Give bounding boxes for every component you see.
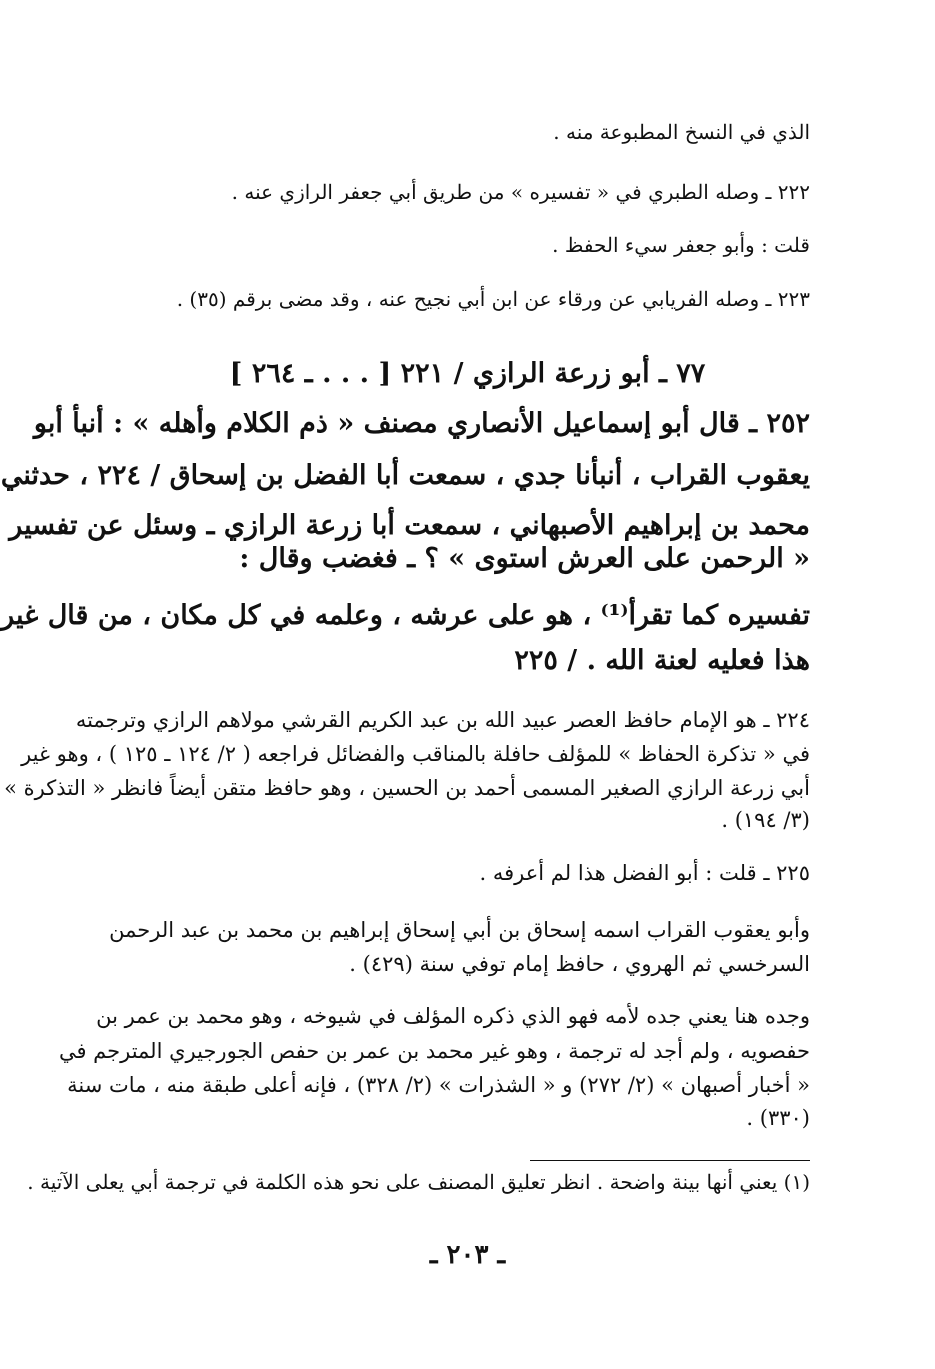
note-line-5: ٢٢٥ ـ قلت : أبو الفضل هذا لم أعرفه .	[479, 861, 810, 885]
text-line-2: ٢٢٢ ـ وصله الطبري في « تفسيره » من طريق أبي جعفر الرازي عنه .	[231, 180, 810, 204]
note-line-9: حفصويه ، ولم أجد له ترجمة ، وهو غير محمد بن عمر بن حفص الجورجيري المترجم في	[58, 1039, 810, 1063]
entry-line-1: ٢٥٢ ـ قال أبو إسماعيل الأنصاري مصنف « ذم الكلام وأهله » : أنبأ أبو	[33, 408, 810, 439]
entry-line-2: يعقوب القراب ، أنبأنا جدي ، سمعت أبا الفضل بن إسحاق / ٢٢٤ ، حدثني	[0, 460, 810, 491]
note-line-1: ٢٢٤ ـ هو الإمام حافظ العصر عبيد الله بن عبد الكريم القرشي مولاهم الرازي وترجمته	[75, 708, 810, 732]
text-line-3: قلت : وأبو جعفر سيء الحفظ .	[552, 233, 810, 257]
entry-line-4: « الرحمن على العرش استوى » ؟ ـ فغضب وقال :	[239, 543, 810, 574]
entry-line-6: هذا فعليه لعنة الله . / ٢٢٥	[514, 645, 810, 676]
note-line-4: (٣/ ١٩٤) .	[721, 808, 810, 832]
note-line-2: في « تذكرة الحفاظ » للمؤلف حافلة بالمناقب والفضائل فراجعه ( ٢/ ١٢٤ ـ ١٢٥ ) ، وهو غير	[21, 742, 810, 766]
footnote-separator	[530, 1160, 810, 1161]
note-line-7: السرخسي ثم الهروي ، حافظ إمام توفي سنة (٤٢٩) .	[349, 952, 810, 976]
note-line-10: « أخبار أصبهان » (٢/ ٢٧٢) و « الشذرات » (٢/ ٣٢٨) ، فإنه أعلى طبقة منه ، مات سنة	[67, 1073, 810, 1097]
note-line-11: (٣٣٠) .	[746, 1106, 810, 1130]
text-line-1: الذي في النسخ المطبوعة منه .	[553, 120, 810, 144]
footnote: (١) يعني أنها بينة واضحة . انظر تعليق المصنف على نحو هذه الكلمة في ترجمة أبي يعلى الآتية .	[27, 1170, 810, 1194]
note-line-8: وجده هنا يعني جده لأمه فهو الذي ذكره المؤلف في شيوخه ، وهو محمد بن عمر بن	[96, 1004, 810, 1028]
note-line-3: أبي زرعة الرازي الصغير المسمى أحمد بن الحسين ، وهو حافظ متقن أيضاً فانظر « التذكرة »	[4, 776, 810, 800]
entry-line-5: تفسيره كما تقرأ⁽¹⁾ ، هو على عرشه ، وعلمه في كل مكان ، من قال غير	[1, 600, 810, 631]
note-line-6: وأبو يعقوب القراب اسمه إسحاق بن أبي إسحاق إبراهيم بن محمد بن عبد الرحمن	[109, 918, 810, 942]
page-number: ـ ٢٠٣ ـ	[429, 1240, 506, 1270]
entry-line-3: محمد بن إبراهيم الأصبهاني ، سمعت أبا زرعة الرازي ـ وسئل عن تفسير	[9, 510, 810, 541]
text-line-4: ٢٢٣ ـ وصله الفريابي عن ورقاء عن ابن أبي نجيح عنه ، وقد مضى برقم (٣٥) .	[176, 287, 810, 311]
section-header: ٧٧ ـ أبو زرعة الرازي / ٢٢١ [ . . . ـ ٢٦٤ ]	[229, 358, 706, 389]
